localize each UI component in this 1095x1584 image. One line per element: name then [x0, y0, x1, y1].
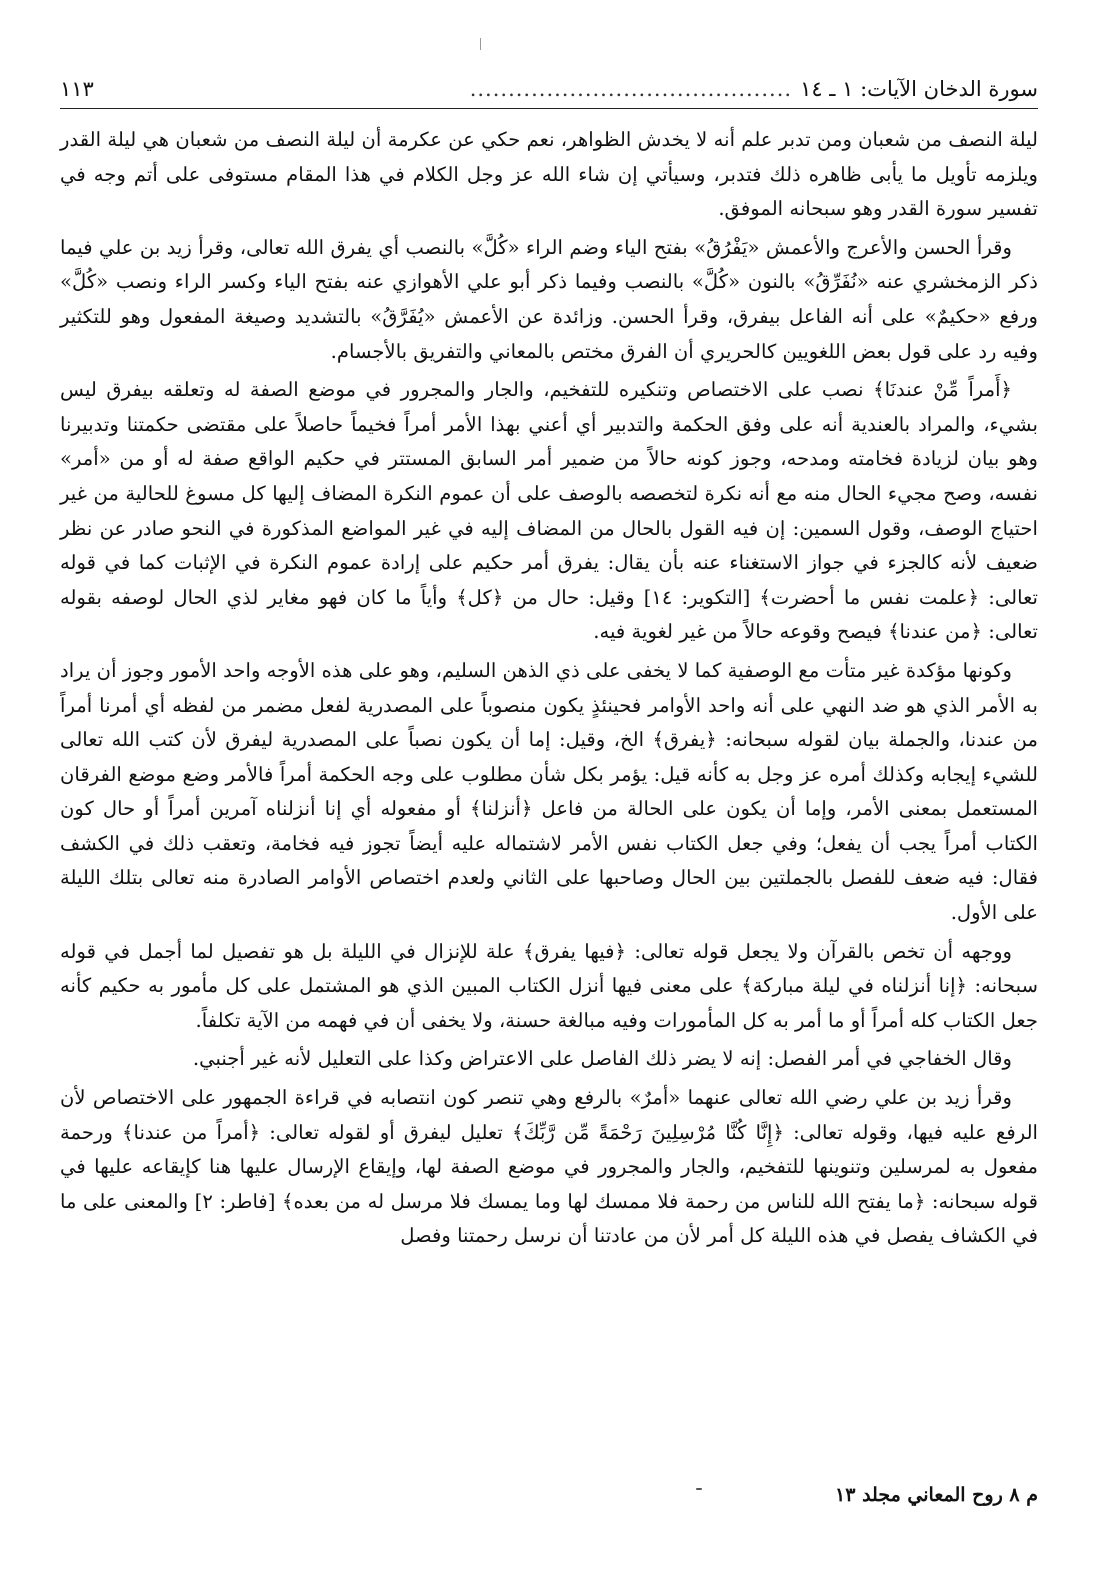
paragraph: ووجهه أن تخص بالقرآن ولا يجعل قوله تعالى: ﴿فيها يفرق﴾ علة للإنزال في الليلة بل هو تفصيل لما أجمل في قوله سبحانه: ﴿إنا أنزلناه في ليلة مباركة﴾ على معنى فيها أنزل الكتاب المبين الذي هو المشتمل على كل مأمور به حكيم كأنه جعل الكتاب كله أمراً أو ما أمر به كل المأمورات وفيه مبالغة حسنة، ولا يخفى أن في فهمه من الآية تكلفاً.	[60, 939, 1038, 1032]
paragraph: وقرأ زيد بن علي رضي الله تعالى عنهما «أمرٌ» بالرفع وهي تنصر كون انتصابه في قراءة الجمهور على الاختصاص لأن الرفع عليه فيها، وقوله تعالى: ﴿إِنَّا كُنَّا مُرْسِلِينَ رَحْمَةً مِّن رَّبِّكَ﴾ تعليل ليفرق أو لقوله تعالى: ﴿أمراً من عندنا﴾ ورحمة مفعول به لمرسلين وتنوينها للتفخيم، والجار والمجرور في موضع الصفة لها، وإيقاع الإرسال عليها هنا كإيقاعه عليها في قوله سبحانه: ﴿ما يفتح الله للناس من رحمة فلا ممسك لها وما يمسك فلا مرسل له من بعده﴾ [فاطر: ٢] والمعنى على ما في الكشاف يفصل في هذه الليلة كل أمر لأن من عادتنا أن نرسل رحمتنا وفصل	[60, 1086, 1038, 1248]
running-header	[60, 62, 1038, 109]
signature-mark: م ٨ روح المعاني مجلد ١٣	[835, 1484, 1038, 1506]
header-title: سورة الدخان الآيات: ١ ـ ١٤	[800, 76, 1038, 101]
scan-speck	[696, 1488, 702, 1490]
book-page	[60, 62, 1038, 1562]
header-leader-dots: ..........................................	[469, 76, 793, 101]
paragraph: وقال الخفاجي في أمر الفصل: إنه لا يضر ذلك الفاصل على الاعتراض وكذا على التعليل لأنه غير أجنبي.	[192, 1047, 1012, 1071]
page-number: ١١٣	[60, 76, 94, 101]
paragraph: ليلة النصف من شعبان ومن تدبر علم أنه لا يخدش الظواهر، نعم حكي عن عكرمة أن ليلة النصف من شعبان هي ليلة القدر ويلزمه تأويل ما يأبى ظاهره ذلك فتدبر، وسيأتي إن شاء الله عز وجل الكلام في هذا المقام مستوفى على أتم وجه في تفسير سورة القدر وهو سبحانه الموفق.	[60, 128, 1038, 221]
paragraph: ﴿أَمراً مِّنْ عندنَا﴾ نصب على الاختصاص وتنكيره للتفخيم، والجار والمجرور في موضع الصفة له وتعلقه بيفرق ليس بشيء، والمراد بالعندية أنه على وفق الحكمة والتدبير أي أعني بهذا الأمر أمراً فخيماً حاصلاً على مقتضى حكمتنا وتدبيرنا وهو بيان لزيادة فخامته ومدحه، وجوز كونه حالاً من ضمير أمر السابق المستتر في حكيم الواقع صفة له أو من «أمر» نفسه، وصح مجيء الحال منه مع أنه نكرة لتخصصه بالوصف على أن عموم النكرة المضاف إليها كل مسوغ للحالية من غير احتياج الوصف، وقول السمين: إن فيه القول بالحال من المضاف إليه في غير المواضع المذكورة في النحو صادر عن نظر ضعيف لأنه كالجزء في جواز الاستغناء عنه بأن يقال: يفرق أمر حكيم على إرادة عموم النكرة في الإثبات كما في قوله تعالى: ﴿علمت نفس ما أحضرت﴾ [التكوير: ١٤] وقيل: حال من ﴿كل﴾ وأياً ما كان فهو مغاير لذي الحال لوصفه بقوله تعالى: ﴿من عندنا﴾ فيصح وقوعه حالاً من غير لغوية فيه.	[60, 378, 1038, 644]
paragraph: وكونها مؤكدة غير متأت مع الوصفية كما لا يخفى على ذي الذهن السليم، وهو على هذه الأوجه واحد الأمور وجوز أن يراد به الأمر الذي هو ضد النهي على أنه واحد الأوامر فحينئذٍ يكون منصوباً على المصدرية لفعل مضمر من لفظه أي أمرنا أمراً من عندنا، والجملة بيان لقوله سبحانه: ﴿يفرق﴾ الخ، وقيل: إما أن يكون نصباً على المصدرية ليفرق لأن كتب الله تعالى للشيء إيجابه وكذلك أمره عز وجل به كأنه قيل: يؤمر بكل شأن مطلوب على وجه الحكمة أمراً فالأمر وضع موضع الفرقان المستعمل بمعنى الأمر، وإما أن يكون على الحالة من فاعل ﴿أنزلنا﴾ أو مفعوله أي إنا أنزلناه آمرين أمراً أو حال كون الكتاب أمراً يجب أن يفعل؛ وفي جعل الكتاب نفس الأمر لاشتماله عليه أيضاً تجوز فيه فخامة، وتعقب ذلك في الكشف فقال: فيه ضعف للفصل بالجملتين بين الحال وصاحبها على الثاني ولعدم اختصاص الأوامر الصادرة منه تعالى بتلك الليلة على الأول.	[60, 658, 1038, 925]
body-text	[60, 123, 1038, 1254]
scan-mark	[480, 38, 481, 50]
paragraph: وقرأ الحسن والأعرج والأعمش «يَفْرُقُ» بفتح الياء وضم الراء «كُلَّ» بالنصب أي يفرق الله تعالى، وقرأ زيد بن علي فيما ذكر الزمخشري عنه «نُفَرِّقُ» بالنون «كُلَّ» بالنصب وفيما ذكر أبو علي الأهوازي عنه بفتح الياء وكسر الراء ونصب «كُلَّ» ورفع «حكيمٌ» على أنه الفاعل بيفرق، وقرأ الحسن. وزائدة عن الأعمش «يُفَرَّقُ» بالتشديد وصيغة المفعول وهو للتكثير وفيه رد على قول بعض اللغويين كالحريري أن الفرق مختص بالمعاني والتفريق بالأجسام.	[60, 235, 1038, 363]
